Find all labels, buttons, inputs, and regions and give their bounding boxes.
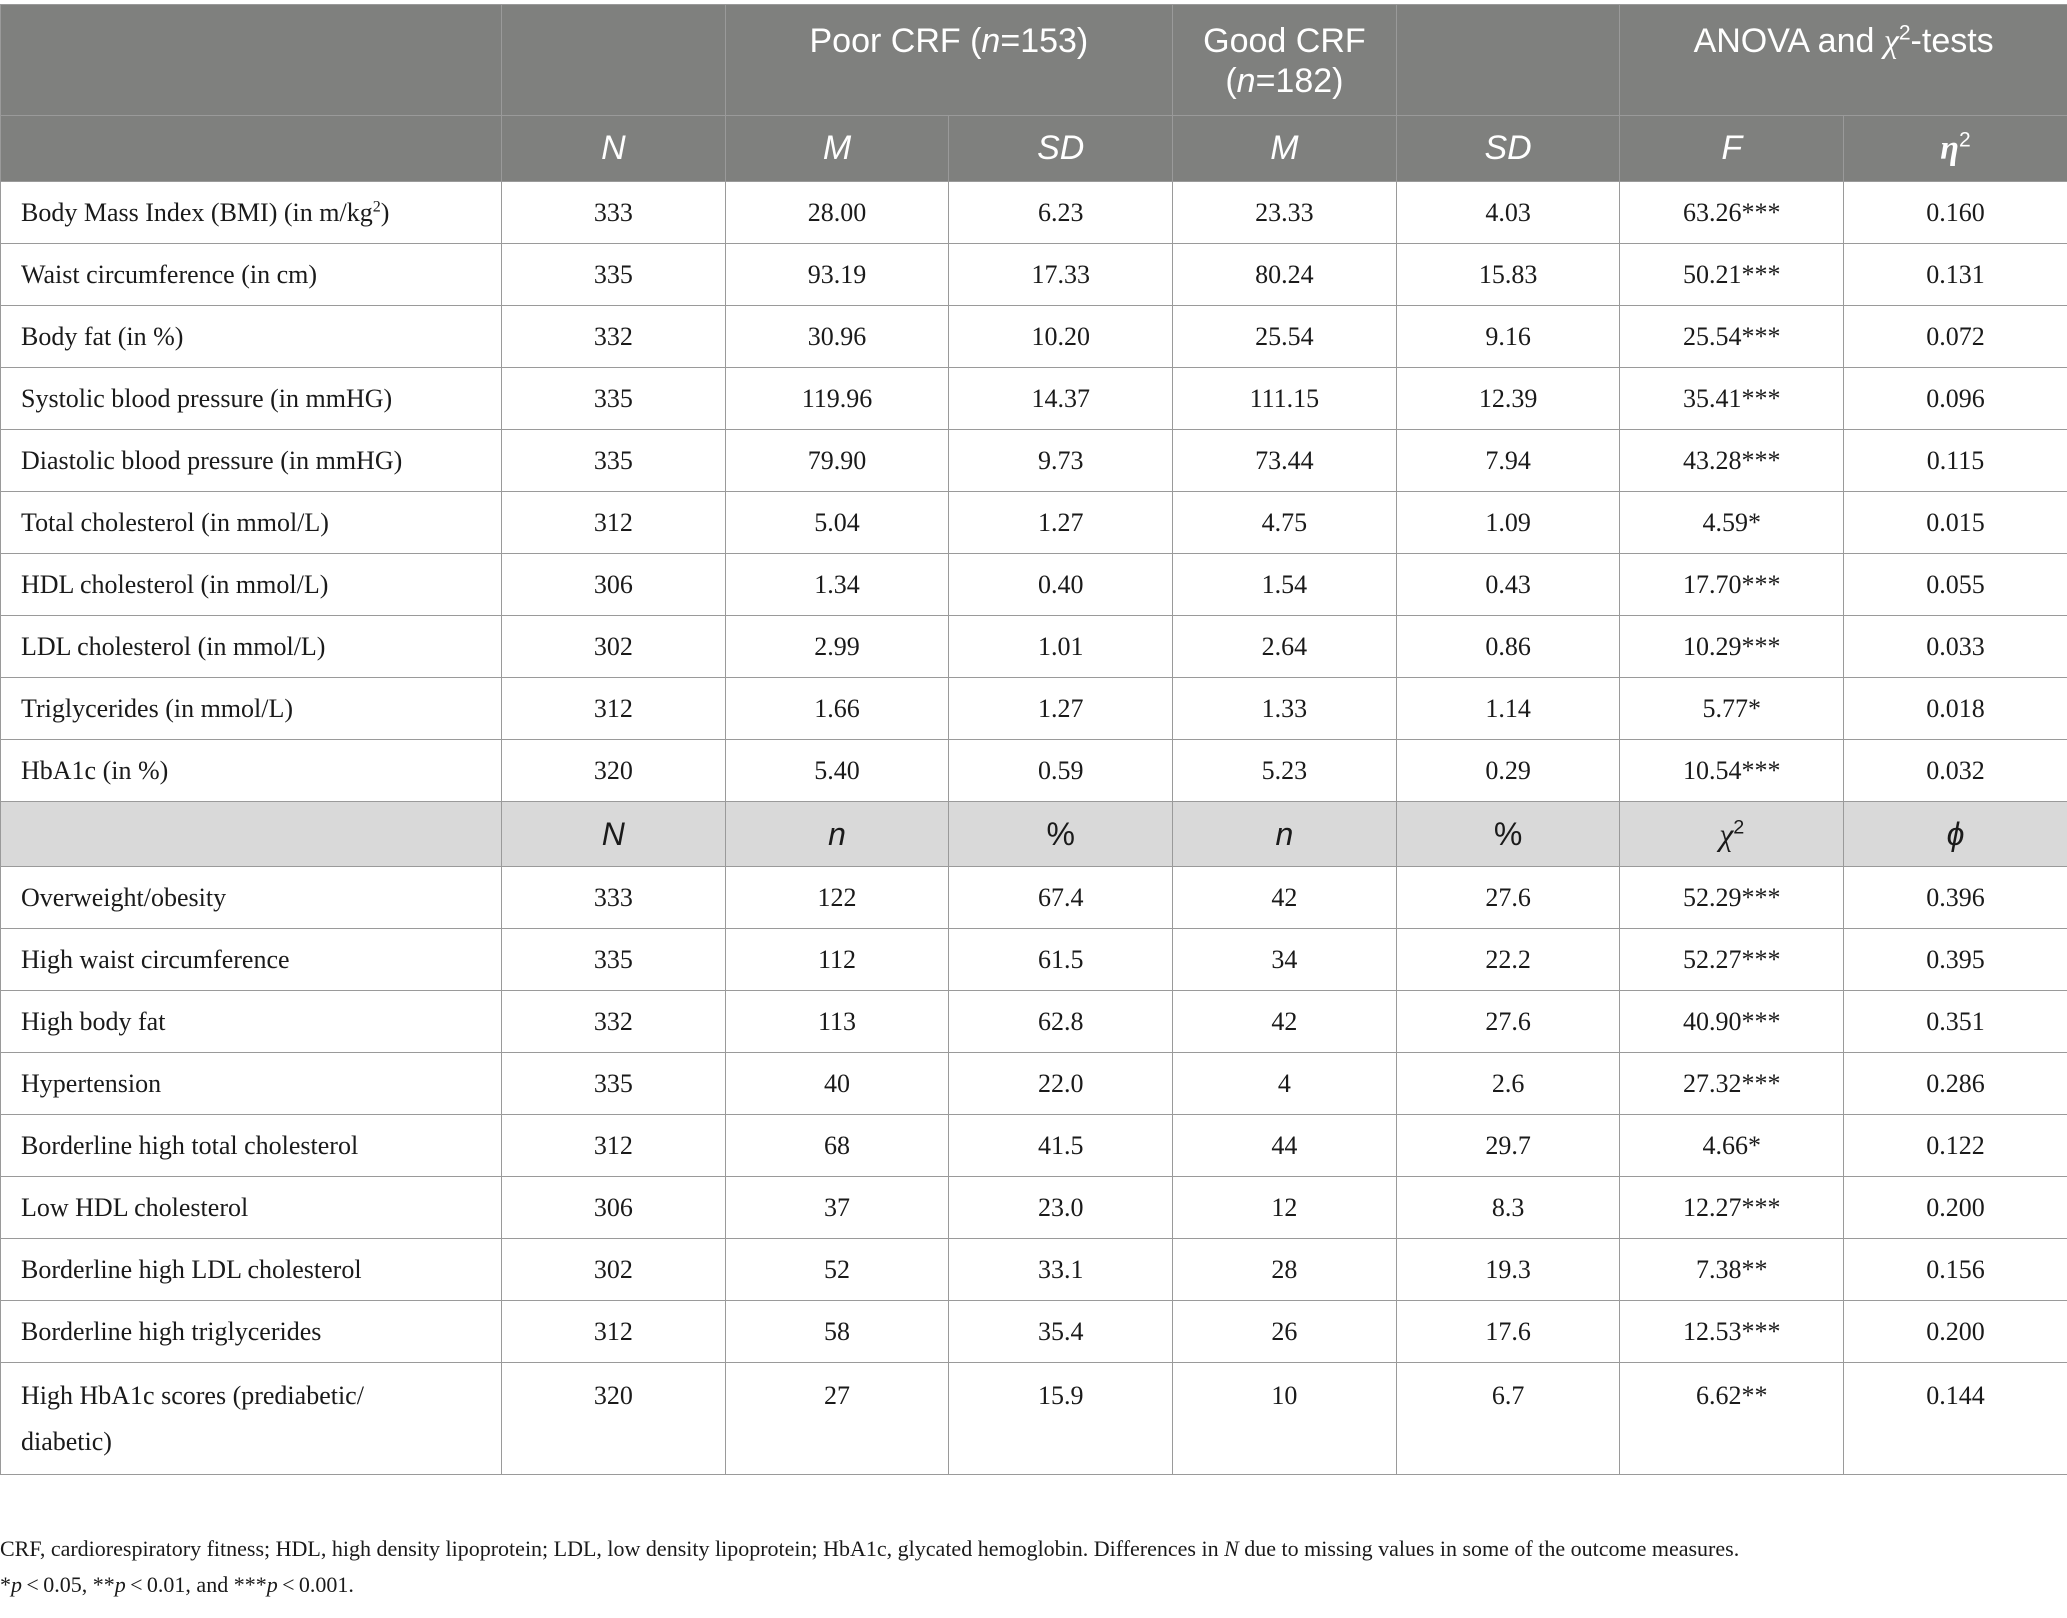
col-n-good: n — [1173, 802, 1397, 867]
cell-pct-good: 27.6 — [1396, 991, 1620, 1053]
cell-sd-good: 7.94 — [1396, 430, 1620, 492]
cell-chi-square: 52.29*** — [1620, 867, 1844, 929]
cell-chi-square: 7.38** — [1620, 1239, 1844, 1301]
cell-pct-good: 19.3 — [1396, 1239, 1620, 1301]
cell-eta-squared: 0.096 — [1844, 368, 2067, 430]
row-label: HDL cholesterol (in mmol/L) — [1, 554, 502, 616]
table-row — [1, 306, 2067, 368]
cell-N: 312 — [502, 1301, 726, 1363]
cell-phi: 0.122 — [1844, 1115, 2067, 1177]
cell-chi-square: 27.32*** — [1620, 1053, 1844, 1115]
cell-sd-good: 15.83 — [1396, 244, 1620, 306]
cell-sd-good: 0.29 — [1396, 740, 1620, 802]
cell-chi-square: 12.53*** — [1620, 1301, 1844, 1363]
cell-mean-good: 1.54 — [1173, 554, 1397, 616]
cell-N: 306 — [502, 554, 726, 616]
cell-n-poor: 68 — [725, 1115, 949, 1177]
cell-pct-poor: 35.4 — [949, 1301, 1173, 1363]
cell-chi-square: 6.62** — [1620, 1363, 1844, 1475]
cell-mean-good: 1.33 — [1173, 678, 1397, 740]
cell-pct-poor: 23.0 — [949, 1177, 1173, 1239]
row-label: Hypertension — [1, 1053, 502, 1115]
cell-mean-poor: 119.96 — [725, 368, 949, 430]
results-table — [0, 4, 2067, 1475]
cell-mean-good: 73.44 — [1173, 430, 1397, 492]
table-row — [1, 492, 2067, 554]
cell-sd-poor: 14.37 — [949, 368, 1173, 430]
cell-N: 332 — [502, 991, 726, 1053]
cell-pct-poor: 33.1 — [949, 1239, 1173, 1301]
table-row — [1, 678, 2067, 740]
cell-eta-squared: 0.131 — [1844, 244, 2067, 306]
cell-N: 302 — [502, 616, 726, 678]
cell-n-good: 10 — [1173, 1363, 1397, 1475]
cell-mean-poor: 1.34 — [725, 554, 949, 616]
cell-sd-good: 0.43 — [1396, 554, 1620, 616]
cell-N: 320 — [502, 740, 726, 802]
row-label: HbA1c (in %) — [1, 740, 502, 802]
table-row — [1, 1239, 2067, 1301]
cell-N: 302 — [502, 1239, 726, 1301]
cell-N: 335 — [502, 929, 726, 991]
cell-phi: 0.351 — [1844, 991, 2067, 1053]
cell-mean-poor: 93.19 — [725, 244, 949, 306]
cell-N: 335 — [502, 1053, 726, 1115]
cell-mean-good: 80.24 — [1173, 244, 1397, 306]
cell-sd-poor: 10.20 — [949, 306, 1173, 368]
row-label: Systolic blood pressure (in mmHG) — [1, 368, 502, 430]
header-blank-cell — [1, 802, 502, 867]
cell-sd-good: 0.86 — [1396, 616, 1620, 678]
cell-mean-poor: 1.66 — [725, 678, 949, 740]
cell-pct-poor: 41.5 — [949, 1115, 1173, 1177]
row-label: Borderline high LDL cholesterol — [1, 1239, 502, 1301]
cell-N: 335 — [502, 430, 726, 492]
cell-n-poor: 122 — [725, 867, 949, 929]
cell-n-poor: 52 — [725, 1239, 949, 1301]
row-label: High body fat — [1, 991, 502, 1053]
header-good-crf: Good CRF (n=182) — [1173, 5, 1397, 116]
col-N-cat: N — [502, 802, 726, 867]
cell-N: 312 — [502, 492, 726, 554]
footnote-abbreviations: CRF, cardiorespiratory fitness; HDL, high density lipoprotein; LDL, low density lipoprotein; HbA1c, glycated hemoglobin. Differences in N due to missing values in some of the outcome measures. — [0, 1536, 1740, 1561]
header-blank-cell — [1, 5, 502, 116]
table-row — [1, 616, 2067, 678]
cell-pct-poor: 67.4 — [949, 867, 1173, 929]
table-row — [1, 554, 2067, 616]
table-row — [1, 1177, 2067, 1239]
cell-n-poor: 40 — [725, 1053, 949, 1115]
cell-F: 25.54*** — [1620, 306, 1844, 368]
cell-sd-poor: 0.40 — [949, 554, 1173, 616]
table-row — [1, 182, 2067, 244]
row-label: LDL cholesterol (in mmol/L) — [1, 616, 502, 678]
cell-F: 50.21*** — [1620, 244, 1844, 306]
cell-mean-poor: 28.00 — [725, 182, 949, 244]
cell-N: 333 — [502, 182, 726, 244]
table-row — [1, 867, 2067, 929]
cell-sd-good: 1.14 — [1396, 678, 1620, 740]
cell-pct-poor: 61.5 — [949, 929, 1173, 991]
table-row — [1, 1301, 2067, 1363]
cell-n-good: 42 — [1173, 991, 1397, 1053]
cell-sd-poor: 0.59 — [949, 740, 1173, 802]
cell-phi: 0.200 — [1844, 1301, 2067, 1363]
cell-pct-good: 8.3 — [1396, 1177, 1620, 1239]
cell-N: 333 — [502, 867, 726, 929]
cell-F: 4.59* — [1620, 492, 1844, 554]
col-M-good: M — [1173, 116, 1397, 182]
col-pct-poor: % — [949, 802, 1173, 867]
cell-eta-squared: 0.033 — [1844, 616, 2067, 678]
cell-n-good: 28 — [1173, 1239, 1397, 1301]
header-blank-cell — [1396, 5, 1620, 116]
table-row — [1, 929, 2067, 991]
cell-sd-poor: 9.73 — [949, 430, 1173, 492]
row-label: Borderline high triglycerides — [1, 1301, 502, 1363]
cell-mean-good: 111.15 — [1173, 368, 1397, 430]
cell-mean-good: 5.23 — [1173, 740, 1397, 802]
row-label: Total cholesterol (in mmol/L) — [1, 492, 502, 554]
cell-pct-good: 27.6 — [1396, 867, 1620, 929]
cell-F: 63.26*** — [1620, 182, 1844, 244]
col-M-poor: M — [725, 116, 949, 182]
cell-F: 10.29*** — [1620, 616, 1844, 678]
cell-eta-squared: 0.018 — [1844, 678, 2067, 740]
cell-sd-poor: 1.27 — [949, 678, 1173, 740]
cell-n-good: 44 — [1173, 1115, 1397, 1177]
cell-phi: 0.395 — [1844, 929, 2067, 991]
cell-N: 306 — [502, 1177, 726, 1239]
cell-n-poor: 37 — [725, 1177, 949, 1239]
row-label: Borderline high total cholesterol — [1, 1115, 502, 1177]
subheader-row-categorical — [1, 802, 2067, 867]
cell-n-poor: 113 — [725, 991, 949, 1053]
cell-eta-squared: 0.015 — [1844, 492, 2067, 554]
col-chi-square: $\chi^2$ — [1620, 802, 1844, 867]
col-SD-poor: SD — [949, 116, 1173, 182]
cell-eta-squared: 0.072 — [1844, 306, 2067, 368]
table-row — [1, 1115, 2067, 1177]
cell-n-good: 42 — [1173, 867, 1397, 929]
header-row-groups — [1, 5, 2067, 116]
cell-pct-poor: 15.9 — [949, 1363, 1173, 1475]
table-row — [1, 740, 2067, 802]
col-phi: ϕ — [1844, 802, 2067, 867]
cell-n-good: 34 — [1173, 929, 1397, 991]
cell-n-poor: 58 — [725, 1301, 949, 1363]
cell-phi: 0.144 — [1844, 1363, 2067, 1475]
cell-N: 320 — [502, 1363, 726, 1475]
cell-pct-poor: 22.0 — [949, 1053, 1173, 1115]
row-label: High waist circumference — [1, 929, 502, 991]
cell-sd-poor: 17.33 — [949, 244, 1173, 306]
col-F: F — [1620, 116, 1844, 182]
table-row — [1, 1053, 2067, 1115]
cell-phi: 0.200 — [1844, 1177, 2067, 1239]
cell-phi: 0.396 — [1844, 867, 2067, 929]
cell-pct-good: 17.6 — [1396, 1301, 1620, 1363]
cell-sd-poor: 1.01 — [949, 616, 1173, 678]
cell-pct-good: 2.6 — [1396, 1053, 1620, 1115]
cell-eta-squared: 0.055 — [1844, 554, 2067, 616]
cell-eta-squared: 0.032 — [1844, 740, 2067, 802]
cell-n-good: 26 — [1173, 1301, 1397, 1363]
row-label: Waist circumference (in cm) — [1, 244, 502, 306]
row-label: Low HDL cholesterol — [1, 1177, 502, 1239]
cell-sd-good: 1.09 — [1396, 492, 1620, 554]
table-row — [1, 991, 2067, 1053]
cell-sd-poor: 6.23 — [949, 182, 1173, 244]
row-label: High HbA1c scores (prediabetic/ diabetic) — [1, 1363, 502, 1475]
col-eta-squared: $\eta^2$ — [1844, 116, 2067, 182]
cell-mean-good: 4.75 — [1173, 492, 1397, 554]
row-label: Overweight/obesity — [1, 867, 502, 929]
header-blank-cell — [502, 5, 726, 116]
row-label: Body fat (in %) — [1, 306, 502, 368]
cell-eta-squared: 0.115 — [1844, 430, 2067, 492]
header-tests: ANOVA and $\chi^2$-tests — [1620, 5, 2067, 116]
col-N: N — [502, 116, 726, 182]
cell-sd-good: 9.16 — [1396, 306, 1620, 368]
cell-pct-good: 29.7 — [1396, 1115, 1620, 1177]
cell-pct-good: 6.7 — [1396, 1363, 1620, 1475]
cell-mean-poor: 30.96 — [725, 306, 949, 368]
cell-n-good: 4 — [1173, 1053, 1397, 1115]
cell-mean-poor: 5.40 — [725, 740, 949, 802]
cell-N: 335 — [502, 244, 726, 306]
table-row — [1, 368, 2067, 430]
cell-N: 335 — [502, 368, 726, 430]
cell-F: 35.41*** — [1620, 368, 1844, 430]
cell-phi: 0.156 — [1844, 1239, 2067, 1301]
cell-chi-square: 12.27*** — [1620, 1177, 1844, 1239]
cell-N: 312 — [502, 1115, 726, 1177]
cell-n-good: 12 — [1173, 1177, 1397, 1239]
cell-mean-poor: 2.99 — [725, 616, 949, 678]
cell-F: 10.54*** — [1620, 740, 1844, 802]
cell-sd-good: 4.03 — [1396, 182, 1620, 244]
cell-chi-square: 4.66* — [1620, 1115, 1844, 1177]
header-row-stats — [1, 116, 2067, 182]
table-row — [1, 430, 2067, 492]
cell-N: 312 — [502, 678, 726, 740]
cell-F: 43.28*** — [1620, 430, 1844, 492]
table-footnote — [0, 1531, 2067, 1603]
cell-sd-good: 12.39 — [1396, 368, 1620, 430]
cell-n-poor: 27 — [725, 1363, 949, 1475]
footnote-significance: *p < 0.05, **p < 0.01, and ***p < 0.001. — [0, 1572, 354, 1597]
col-n-poor: n — [725, 802, 949, 867]
table-row — [1, 1363, 2067, 1475]
cell-mean-good: 23.33 — [1173, 182, 1397, 244]
cell-eta-squared: 0.160 — [1844, 182, 2067, 244]
cell-F: 17.70*** — [1620, 554, 1844, 616]
row-label: Diastolic blood pressure (in mmHG) — [1, 430, 502, 492]
cell-mean-good: 25.54 — [1173, 306, 1397, 368]
cell-chi-square: 40.90*** — [1620, 991, 1844, 1053]
cell-pct-good: 22.2 — [1396, 929, 1620, 991]
cell-pct-poor: 62.8 — [949, 991, 1173, 1053]
cell-chi-square: 52.27*** — [1620, 929, 1844, 991]
cell-mean-poor: 79.90 — [725, 430, 949, 492]
row-label: Body Mass Index (BMI) (in $m/kg^2$) — [1, 182, 502, 244]
cell-phi: 0.286 — [1844, 1053, 2067, 1115]
cell-n-poor: 112 — [725, 929, 949, 991]
cell-F: 5.77* — [1620, 678, 1844, 740]
cell-sd-poor: 1.27 — [949, 492, 1173, 554]
col-pct-good: % — [1396, 802, 1620, 867]
col-SD-good: SD — [1396, 116, 1620, 182]
header-poor-crf: Poor CRF (n=153) — [725, 5, 1172, 116]
row-label: Triglycerides (in mmol/L) — [1, 678, 502, 740]
table-row — [1, 244, 2067, 306]
cell-mean-poor: 5.04 — [725, 492, 949, 554]
cell-mean-good: 2.64 — [1173, 616, 1397, 678]
cell-N: 332 — [502, 306, 726, 368]
header-blank-cell — [1, 116, 502, 182]
